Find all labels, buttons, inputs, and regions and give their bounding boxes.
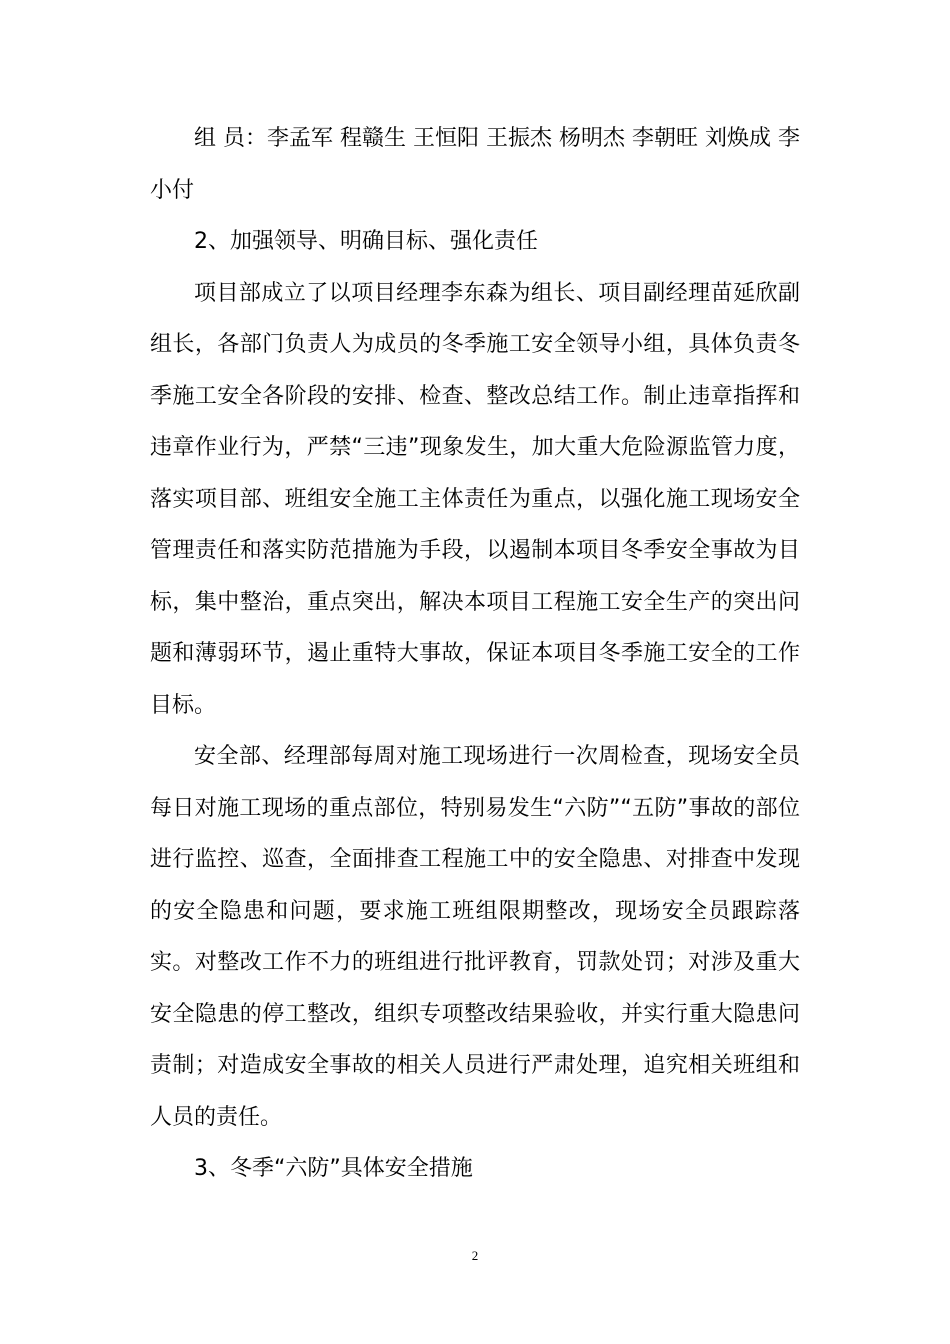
body-paragraph: 安全部、经理部每周对施工现场进行一次周检查，现场安全员每日对施工现场的重点部位，特别易发生“六防”“五防”事故的部位进行监控、巡查，全面排查工程施工中的安全隐患、对排查中发现的安全隐患和问题，要求施工班组限期整改，现场安全员跟踪落实。对整改工作不力的班组进行批评教育，罚款处罚；对涉及重大安全隐患的停工整改，组织专项整改结果验收，并实行重大隐患问责制；对造成安全事故的相关人员进行严肃处理，追究相关班组和人员的责任。 (150, 744, 800, 1130)
document-body (150, 113, 800, 1195)
section-heading-3: 3、冬季“六防”具体安全措施 (194, 1156, 473, 1181)
team-members-paragraph: 组 员：李孟军 程赣生 王恒阳 王振杰 杨明杰 李朝旺 刘焕成 李小付 (150, 126, 800, 203)
body-paragraph: 项目部成立了以项目经理李东森为组长、项目副经理苗延欣副组长，各部门负责人为成员的冬季施工安全领导小组，具体负责冬季施工安全各阶段的安排、检查、整改总结工作。制止违章指挥和违章作业行为，严禁“三违”现象发生，加大重大危险源监管力度，落实项目部、班组安全施工主体责任为重点，以强化施工现场安全管理责任和落实防范措施为手段，以遏制本项目冬季安全事故为目标，集中整治，重点突出，解决本项目工程施工安全生产的突出问题和薄弱环节，遏止重特大事故，保证本项目冬季施工安全的工作目标。 (150, 280, 800, 718)
page-number: 2 (471, 1248, 479, 1263)
section-heading-2: 2、加强领导、明确目标、强化责任 (194, 229, 538, 254)
